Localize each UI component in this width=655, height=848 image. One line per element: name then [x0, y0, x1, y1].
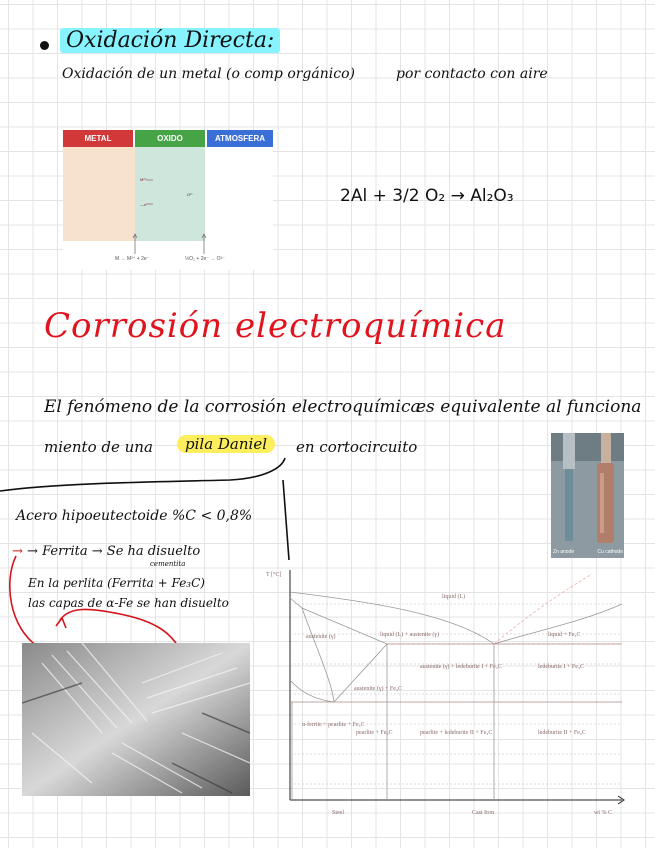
heading-oxidacion-directa: Oxidación Directa: [60, 28, 280, 53]
region-austenite-fe3c: austenite (γ) + Fe₃C [354, 686, 402, 692]
note-capas: las capas de α-Fe se han disuelto [28, 596, 229, 610]
section-title: Corrosión electroquímica [44, 306, 507, 346]
note-acero: Acero hipoeutectoide %C < 0,8% [16, 508, 253, 524]
axis-y-label: T [°C] [266, 572, 282, 578]
ion-label-3: O²⁻ [187, 192, 194, 197]
region-ledeburite-2: ledeburite II + Fe₃C [538, 730, 586, 736]
label-cast-iron: Cast Iron [472, 810, 495, 816]
photo-label-zn: Zn anode [553, 549, 575, 555]
region-pearlite-fe3c: pearlite + Fe₃C [356, 730, 393, 736]
electrode-photo [551, 433, 624, 558]
caption-oxygen-reaction: ½O₂ + 2e⁻ → O²⁻ [185, 256, 225, 262]
paragraph-line-1a: El fenómeno de la corrosión electroquímica [44, 397, 421, 417]
paragraph-line-2a: miento de una [44, 438, 153, 456]
caption-metal-reaction: M → M²⁺ + 2e⁻ [115, 256, 150, 262]
region-austenite: austenite (γ) [306, 634, 336, 640]
sem-micrograph [22, 643, 250, 796]
region-liquid-austenite: liquid (L) + austenite (γ) [380, 632, 440, 638]
paragraph-line-1b: es equivalente al funciona [416, 397, 642, 417]
note-cementita: cementita [150, 560, 186, 568]
note-ferrita: → → Ferrita → Se ha disuelto [12, 544, 201, 559]
bullet-dot [40, 41, 49, 50]
highlight-pila-daniel: pila Daniel [177, 435, 275, 453]
region-ferrite-pearlite: α-ferrite + pearlite + Fe₃C [302, 722, 365, 728]
region-liquid: liquid (L) [442, 594, 466, 600]
photo-label-cu: Cu cathode [597, 549, 623, 555]
region-pearlite-ledeburite: pearlite + ledeburite II + Fe₃C [420, 730, 493, 736]
header-atmosfera: ATMOSFERA [207, 130, 273, 147]
phase-diagram-lines [262, 562, 636, 820]
note-line-1-right: por contacto con aire [396, 66, 548, 82]
header-metal: METAL [63, 130, 133, 147]
region-liquid-fe3c: liquid + Fe₃C [548, 632, 581, 638]
equation: 2Al + 3/2 O₂ → Al₂O₃ [340, 186, 514, 206]
label-steel: Steel [332, 810, 344, 816]
ion-label-2: —e⁻ [140, 202, 149, 207]
axis-x-label: wt % C [594, 810, 612, 816]
fe-c-phase-diagram [262, 562, 636, 820]
note-perlita: En la perlita (Ferrita + Fe₃C) [28, 576, 205, 590]
region-ledeburite-1: ledeburite I + Fe₃C [538, 664, 584, 670]
paragraph-line-2b: en cortocircuito [296, 438, 418, 456]
region-austenite-ledeburite: austenite (γ) + ledeburite I + Fe₃C [420, 664, 502, 670]
oxidation-figure [63, 130, 273, 270]
ion-label-1: M²⁺ [140, 177, 147, 182]
oxide-arrows [63, 130, 273, 270]
note-line-1-left: Oxidación de un metal (o comp orgánico) [62, 66, 355, 82]
header-oxido: OXIDO [135, 130, 205, 147]
